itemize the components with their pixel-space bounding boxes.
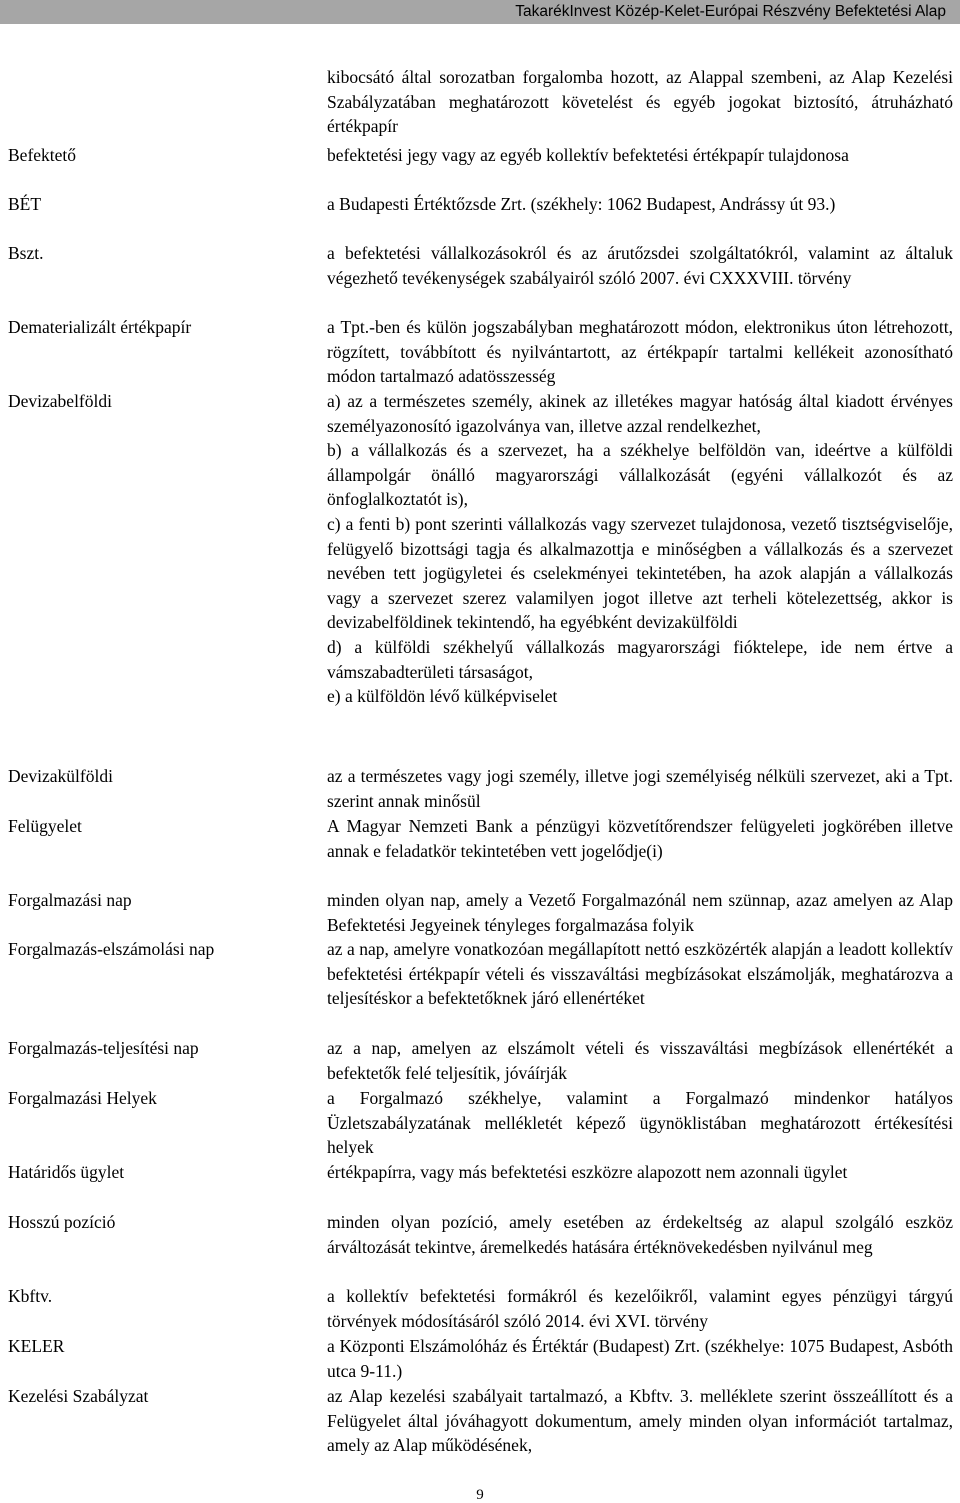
def-hataridos-ugylet: értékpapírra, vagy más befektetési eszközre alapozott nem azonnali ügylet (327, 1162, 848, 1182)
def-devizabelfoldi (327, 389, 953, 709)
def-dematerializalt-ertekpapir: a Tpt.-ben és külön jogszabályban meghatározott módon, elektronikus úton létrehozott, rögzített, továbbított és nyilvántartott, az értékpapír tartalmi kellékeit azonosítható módon tartalmazó adatösszesség (327, 317, 953, 387)
term-devizakulfoldi: Devizakülföldi (8, 766, 113, 786)
def-devizabelfoldi-c: c) a fenti b) pont szerinti vállalkozás vagy szervezet tulajdonosa, vezető tisztségviselője, felügyelő bizottsági tagja és alkalmazottja e minőségben a vállalkozás és a szervezet nevében tett jogügyletei és cselekményei tekintetében, ha azok alapján a vállalkozás vagy a szervezet szerez valamilyen jogot illetve azt terheli kötelezettség, akkor is devizabelföldinek tekintendő, ha egyébként devizakülföldi (327, 513, 953, 633)
term-devizabelfoldi: Devizabelföldi (8, 391, 112, 411)
def-keler: a Központi Elszámolóház és Értéktár (Budapest) Zrt. (székhelye: 1075 Budapest, Asbóth utca 9-11.) (327, 1336, 953, 1381)
def-kezelesi-szabalyzat: az Alap kezelési szabályait tartalmazó, a Kbftv. 3. melléklete szerint összeállított és a Felügyelet által jóváhagyott dokumentum, amely minden olyan információt tartalmaz, amely az Alap működésének, (327, 1386, 953, 1456)
def-forgalmazas-teljesitesi-nap: az a nap, amelyen az elszámolt vételi és visszaváltási megbízások ellenértékét a befektetők felé teljesítik, jóváírják (327, 1038, 953, 1083)
term-dematerializalt-ertekpapir: Dematerializált értékpapír (8, 317, 192, 337)
term-hataridos-ugylet: Határidős ügylet (8, 1162, 125, 1182)
def-forgalmazas-elszamolasi-nap: az a nap, amelyre vonatkozóan megállapított nettó eszközérték alapján a leadott kollektív befektetési értékpapír vételi és visszaváltási megbízásokat elszámolják, meghatározva a teljesítéskor a befektetőknek járó ellenértéket (327, 939, 953, 1009)
def-kbftv: a kollektív befektetési formákról és kezelőikről, valamint egyes pénzügyi tárgyú törvények módosításáról szóló 2014. évi XVI. törvény (327, 1286, 953, 1331)
def-befekteto: befektetési jegy vagy az egyéb kollektív befektetési értékpapír tulajdonosa (327, 145, 849, 165)
def-devizabelfoldi-e: e) a külföldön lévő külképviselet (327, 686, 558, 707)
def-bszt: a befektetési vállalkozásokról és az árutőzsdei szolgáltatókról, valamint az általuk végezhető tevékenységek szabályairól szóló 2007. évi CXXXVIII. törvény (327, 243, 953, 288)
def-bet: a Budapesti Értéktőzsde Zrt. (székhely: 1062 Budapest, Andrássy út 93.) (327, 194, 836, 214)
term-befekteto: Befektető (8, 145, 77, 165)
term-bet: BÉT (8, 194, 42, 214)
term-forgalmazas-elszamolasi-nap: Forgalmazás-elszámolási nap (8, 939, 215, 959)
term-forgalmazasi-helyek: Forgalmazási Helyek (8, 1088, 157, 1108)
running-header (0, 0, 960, 24)
def-devizabelfoldi-a: a) az a természetes személy, akinek az illetékes magyar hatóság által kiadott érvényes személyazonosító igazolványa van, illetve azzal rendelkezhet, (327, 391, 953, 436)
term-bszt: Bszt. (8, 243, 44, 263)
term-hosszu-pozicio: Hosszú pozíció (8, 1212, 116, 1232)
term-keler: KELER (8, 1336, 65, 1356)
term-kezelesi-szabalyzat: Kezelési Szabályzat (8, 1386, 149, 1406)
def-hosszu-pozicio: minden olyan pozíció, amely esetében az érdekeltség az alapul szolgáló eszköz árváltozását tekintve, áremelkedés hatására értéknövekedésben nyilvánul meg (327, 1212, 953, 1257)
def-devizakulfoldi: az a természetes vagy jogi személy, illetve jogi személyiség nélküli szervezet, aki a Tpt. szerint annak minősül (327, 766, 953, 811)
def-devizabelfoldi-b: b) a vállalkozás és a szervezet, ha a székhelye belföldön van, ideértve a külföldi állampolgár önálló magyarországi vállalkozását (egyéni vállalkozót és az önfoglalkoztatót is), (327, 440, 953, 510)
term-felugyelet: Felügyelet (8, 816, 82, 836)
def-felugyelet: A Magyar Nemzeti Bank a pénzügyi közvetítőrendszer felügyeleti jogkörében illetve annak e feladatkör tekintetében vett jogelődje(i) (327, 816, 953, 861)
def-forgalmazasi-nap: minden olyan nap, amely a Vezető Forgalmazónál nem szünnap, azaz amelyen az Alap Befektetési Jegyeinek tényleges forgalmazása folyik (327, 890, 953, 935)
term-forgalmazas-teljesitesi-nap: Forgalmazás-teljesítési nap (8, 1038, 199, 1058)
intro-definition: kibocsátó által sorozatban forgalomba hozott, az Alappal szembeni, az Alap Kezelési Szabályzatában meghatározott követelést és egyéb jogokat biztosító, átruházható értékpapír (327, 67, 953, 137)
term-forgalmazasi-nap: Forgalmazási nap (8, 890, 132, 910)
document-title: TakarékInvest Közép-Kelet-Európai Részvény Befektetési Alap (515, 3, 946, 20)
def-forgalmazasi-helyek: a Forgalmazó székhelye, valamint a Forgalmazó mindenkor hatályos Üzletszabályzatának mellékletét képező ügynöklistában meghatározott értékesítési helyek (327, 1088, 953, 1158)
def-devizabelfoldi-d: d) a külföldi székhelyű vállalkozás magyarországi fióktelepe, ide nem értve a vámszabadterületi társaságot, (327, 636, 953, 682)
page-number: 9 (476, 1487, 484, 1503)
term-kbftv: Kbftv. (8, 1286, 53, 1306)
